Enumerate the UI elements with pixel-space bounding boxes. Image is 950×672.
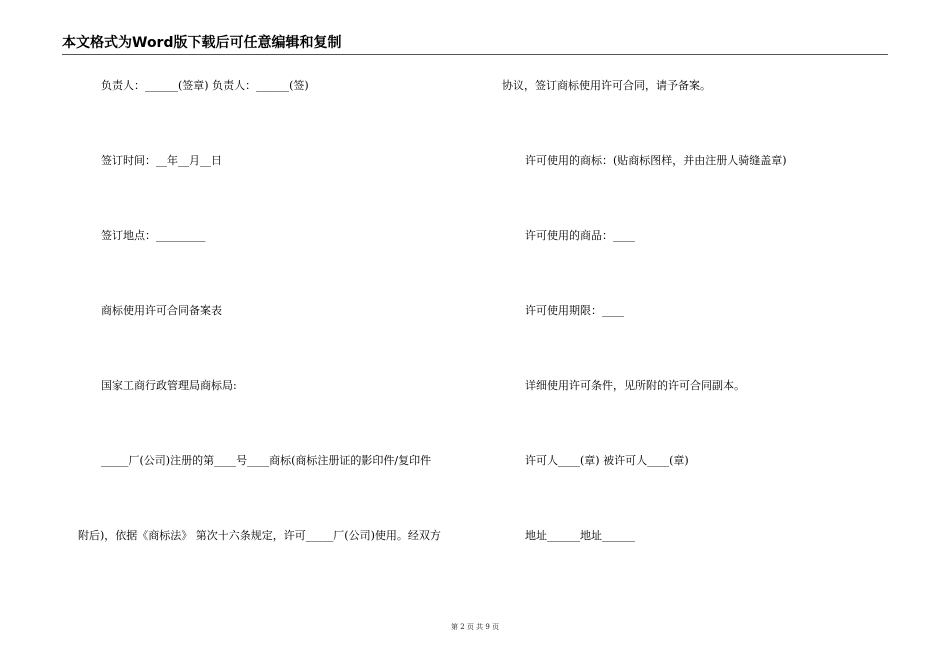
license-conditions-line: 详细使用许可条件，见所附的许可合同副本。 [525, 379, 745, 392]
licensed-trademark-line: 许可使用的商标：(贴商标图样，并由注册人骑缝盖章) [525, 154, 787, 167]
licensed-goods-line: 许可使用的商品：____ [525, 229, 635, 242]
responsible-person-line: 负责人：______(签章) 负责人：______(签) [101, 79, 309, 92]
filing-form-title: 商标使用许可合同备案表 [101, 304, 222, 317]
license-term-line: 许可使用期限：____ [525, 304, 624, 317]
page-number: 第 2 页 共 9 页 [450, 623, 500, 631]
agreement-continuation-line: 协议，签订商标使用许可合同，请予备案。 [502, 79, 711, 92]
signing-place-line: 签订地点：_________ [101, 229, 206, 242]
licensor-licensee-line: 许可人____(章) 被许可人____(章) [525, 454, 689, 467]
addressee-line: 国家工商行政管理局商标局: [101, 379, 237, 392]
trademark-registration-line: _____厂(公司)注册的第____号____商标(商标注册证的影印件/复印件 [101, 454, 432, 467]
header-title: 本文格式为Word版下载后可任意编辑和复制 [62, 35, 342, 51]
signing-date-line: 签订时间：__年__月__日 [101, 154, 222, 167]
trademark-law-line: 附后)，依据《商标法》 第次十六条规定，许可_____厂(公司)使用。经双方 [78, 529, 441, 542]
page-header [62, 34, 888, 55]
address-line: 地址______地址______ [525, 529, 635, 542]
